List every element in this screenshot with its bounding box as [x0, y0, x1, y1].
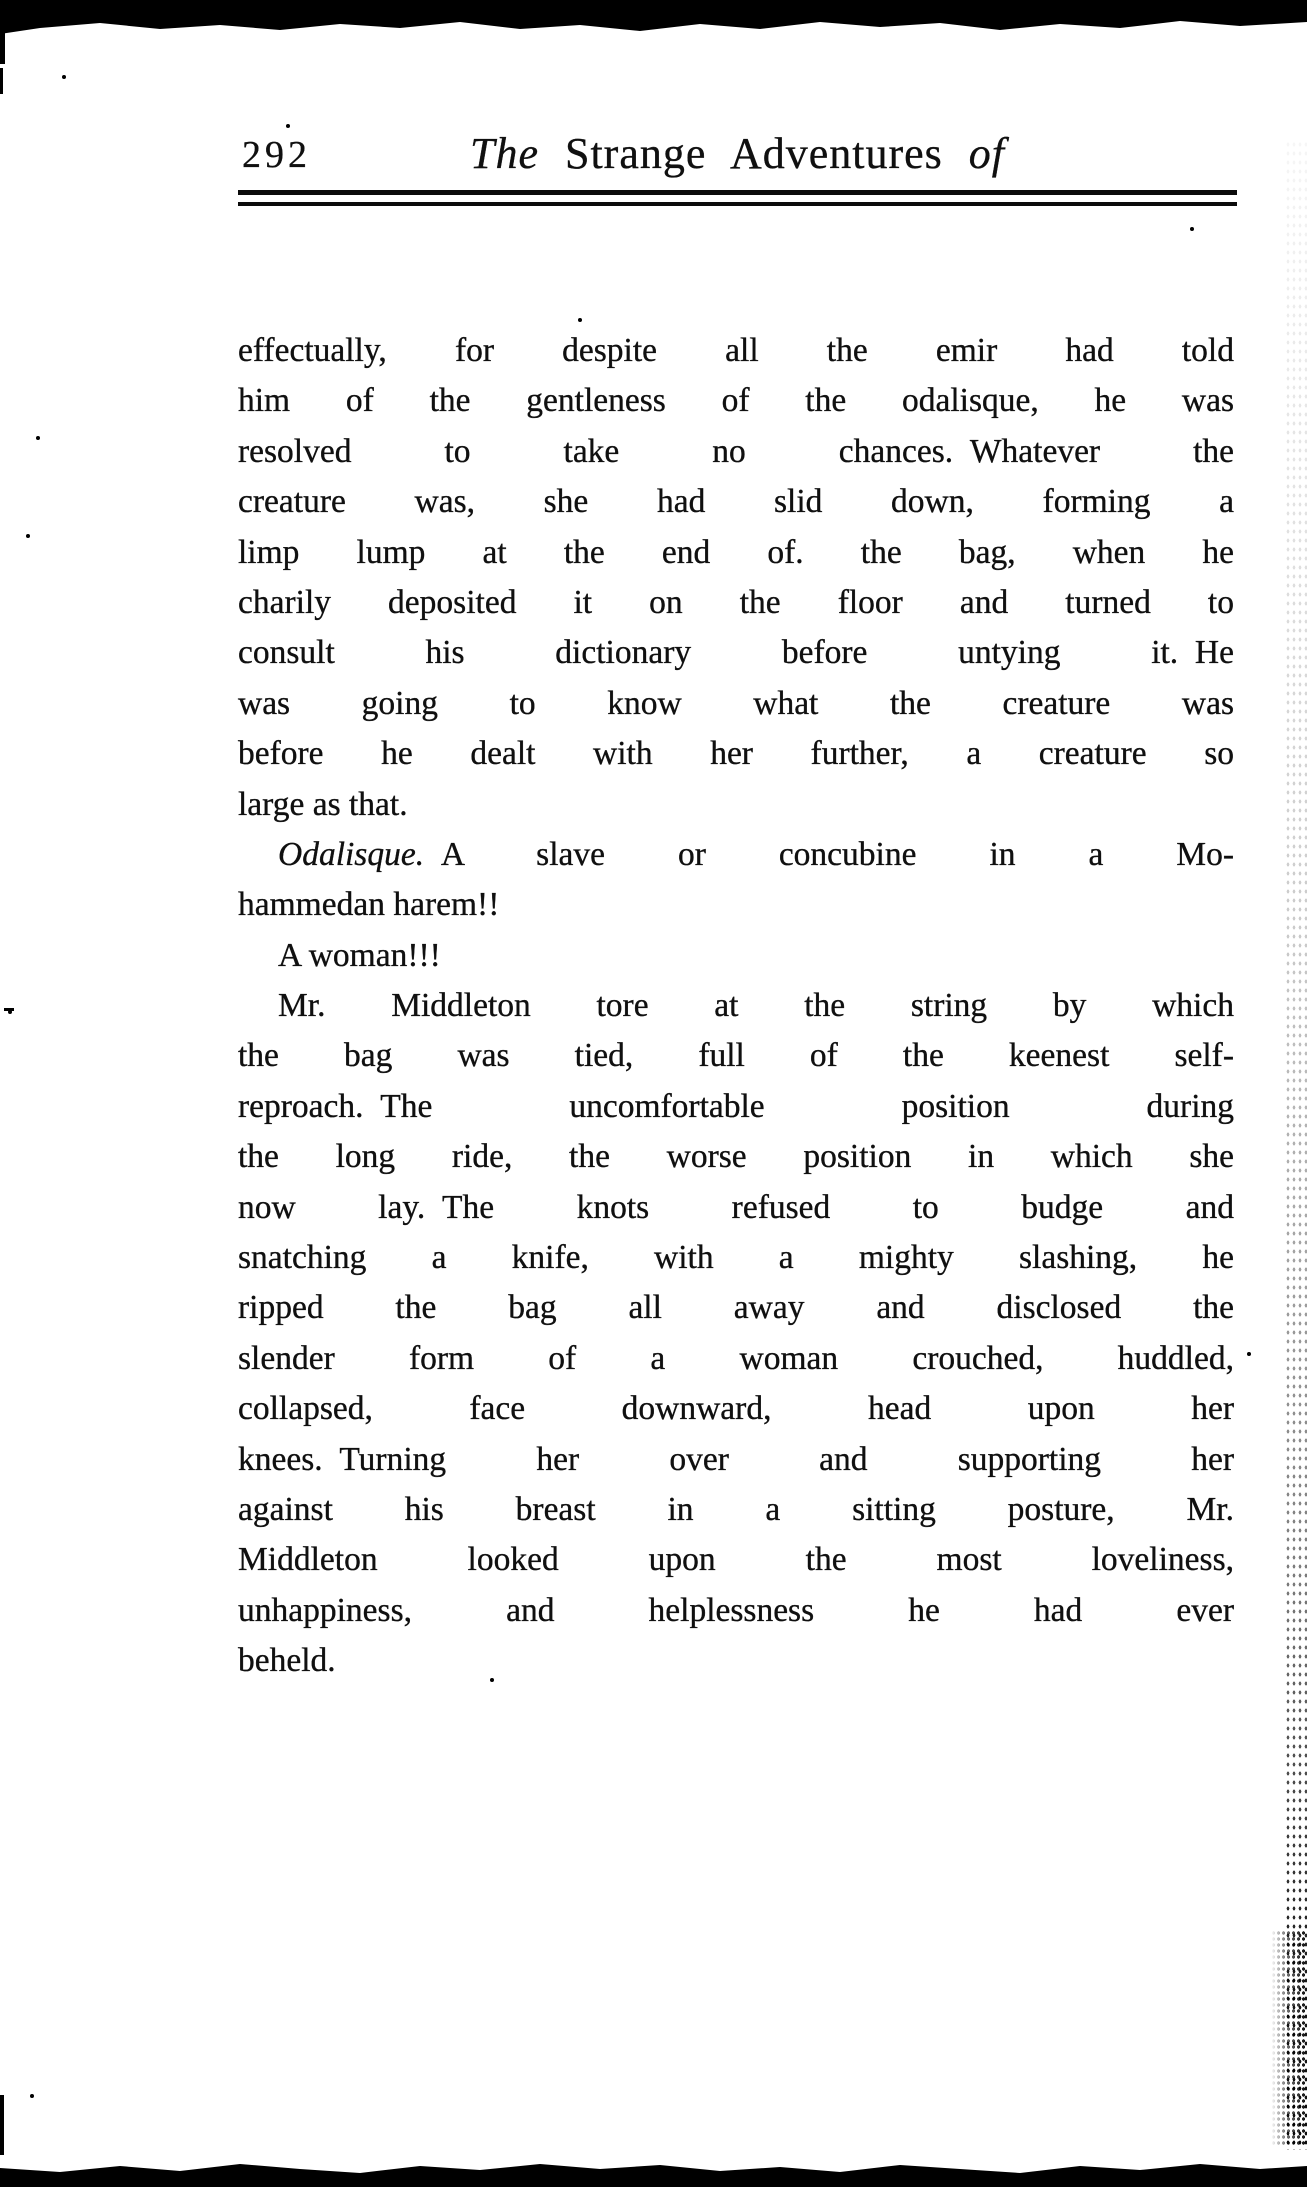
- text-segment: unhappiness, and helplessness he had ever: [238, 1591, 1234, 1629]
- text-segment: the bag was tied, full of the keenest self-: [238, 1037, 1234, 1075]
- text-line: [238, 931, 1234, 981]
- text-segment: Mr. Middleton tore at the string by which: [278, 987, 1234, 1025]
- text-segment: large as that.: [238, 785, 408, 823]
- text-line: [238, 628, 1234, 678]
- text-segment: hammedan harem!!: [238, 886, 500, 924]
- text-segment: now lay. The knots refused to budge and: [238, 1188, 1234, 1226]
- text-line: [238, 1283, 1234, 1333]
- text-line: [238, 1031, 1234, 1081]
- text-segment: resolved to take no chances. Whatever the: [238, 432, 1234, 470]
- page-number: 292: [242, 134, 311, 176]
- text-line: [238, 376, 1234, 426]
- text-line: [238, 427, 1234, 477]
- text-line: [238, 326, 1234, 376]
- text-line: [238, 1435, 1234, 1485]
- text-line: [238, 578, 1234, 628]
- text-segment: was going to know what the creature was: [238, 684, 1234, 722]
- text-line: [238, 477, 1234, 527]
- text-segment: reproach. The uncomfortable position during: [238, 1087, 1234, 1125]
- running-header: [238, 128, 1237, 179]
- scan-edge-mark: [0, 68, 3, 94]
- text-segment: before he dealt with her further, a creature so: [238, 735, 1234, 773]
- title-word-the: The: [469, 129, 539, 178]
- text-line: [238, 830, 1234, 880]
- text-line: [238, 1132, 1234, 1182]
- text-segment: him of the gentleness of the odalisque, he was: [238, 382, 1234, 420]
- text-segment: limp lump at the end of. the bag, when he: [238, 533, 1234, 571]
- scan-border-bottom: [0, 2142, 1307, 2187]
- header-double-rule: [238, 190, 1237, 206]
- text-line: [238, 1334, 1234, 1384]
- text-line: [238, 1485, 1234, 1535]
- text-segment: collapsed, face downward, head upon her: [238, 1390, 1234, 1428]
- scan-noise-right: [1285, 140, 1307, 2150]
- text-segment: beheld.: [238, 1642, 336, 1680]
- text-segment: slender form of a woman crouched, huddled,: [238, 1339, 1234, 1377]
- text-line: [238, 1233, 1234, 1283]
- text-segment: the long ride, the worse position in which she: [238, 1138, 1234, 1176]
- text-line: [238, 1384, 1234, 1434]
- text-segment: effectually, for despite all the emir had told: [238, 332, 1234, 369]
- text-segment: against his breast in a sitting posture, Mr.: [238, 1490, 1234, 1528]
- text-line: [238, 1082, 1234, 1132]
- text-segment: Middleton looked upon the most loveliness,: [238, 1541, 1234, 1579]
- italic-text-segment: Odalisque.: [278, 835, 425, 873]
- text-line: [238, 1183, 1234, 1233]
- text-line: [238, 528, 1234, 578]
- text-segment: A slave or concubine in a Mo-: [424, 835, 1234, 873]
- text-line: [238, 1636, 1234, 1686]
- text-segment: consult his dictionary before untying it. He: [238, 634, 1234, 672]
- text-line: [238, 1535, 1234, 1585]
- text-line: [238, 981, 1234, 1031]
- text-segment: A woman!!!: [278, 936, 441, 974]
- body-text: [238, 326, 1234, 1687]
- text-segment: snatching a knife, with a mighty slashing, he: [238, 1239, 1234, 1277]
- scan-speck-dash: [4, 1008, 14, 1011]
- title-word-of: of: [968, 129, 1006, 178]
- text-segment: ripped the bag all away and disclosed the: [238, 1289, 1234, 1327]
- page-header-title: [470, 129, 1005, 178]
- text-line: [238, 880, 1234, 930]
- scan-edge-mark: [0, 2095, 4, 2155]
- text-segment: knees. Turning her over and supporting her: [238, 1440, 1234, 1478]
- text-line: [238, 729, 1234, 779]
- scan-noise-corner: [1271, 1930, 1307, 2146]
- text-line: [238, 780, 1234, 830]
- text-segment: charily deposited it on the floor and turned to: [238, 583, 1234, 621]
- scan-border-top: [0, 0, 1307, 46]
- scan-edge-mark: [0, 26, 5, 64]
- title-middle: Strange Adventures: [538, 129, 969, 178]
- text-line: [238, 1586, 1234, 1636]
- text-line: [238, 679, 1234, 729]
- text-segment: creature was, she had slid down, forming a: [238, 483, 1234, 521]
